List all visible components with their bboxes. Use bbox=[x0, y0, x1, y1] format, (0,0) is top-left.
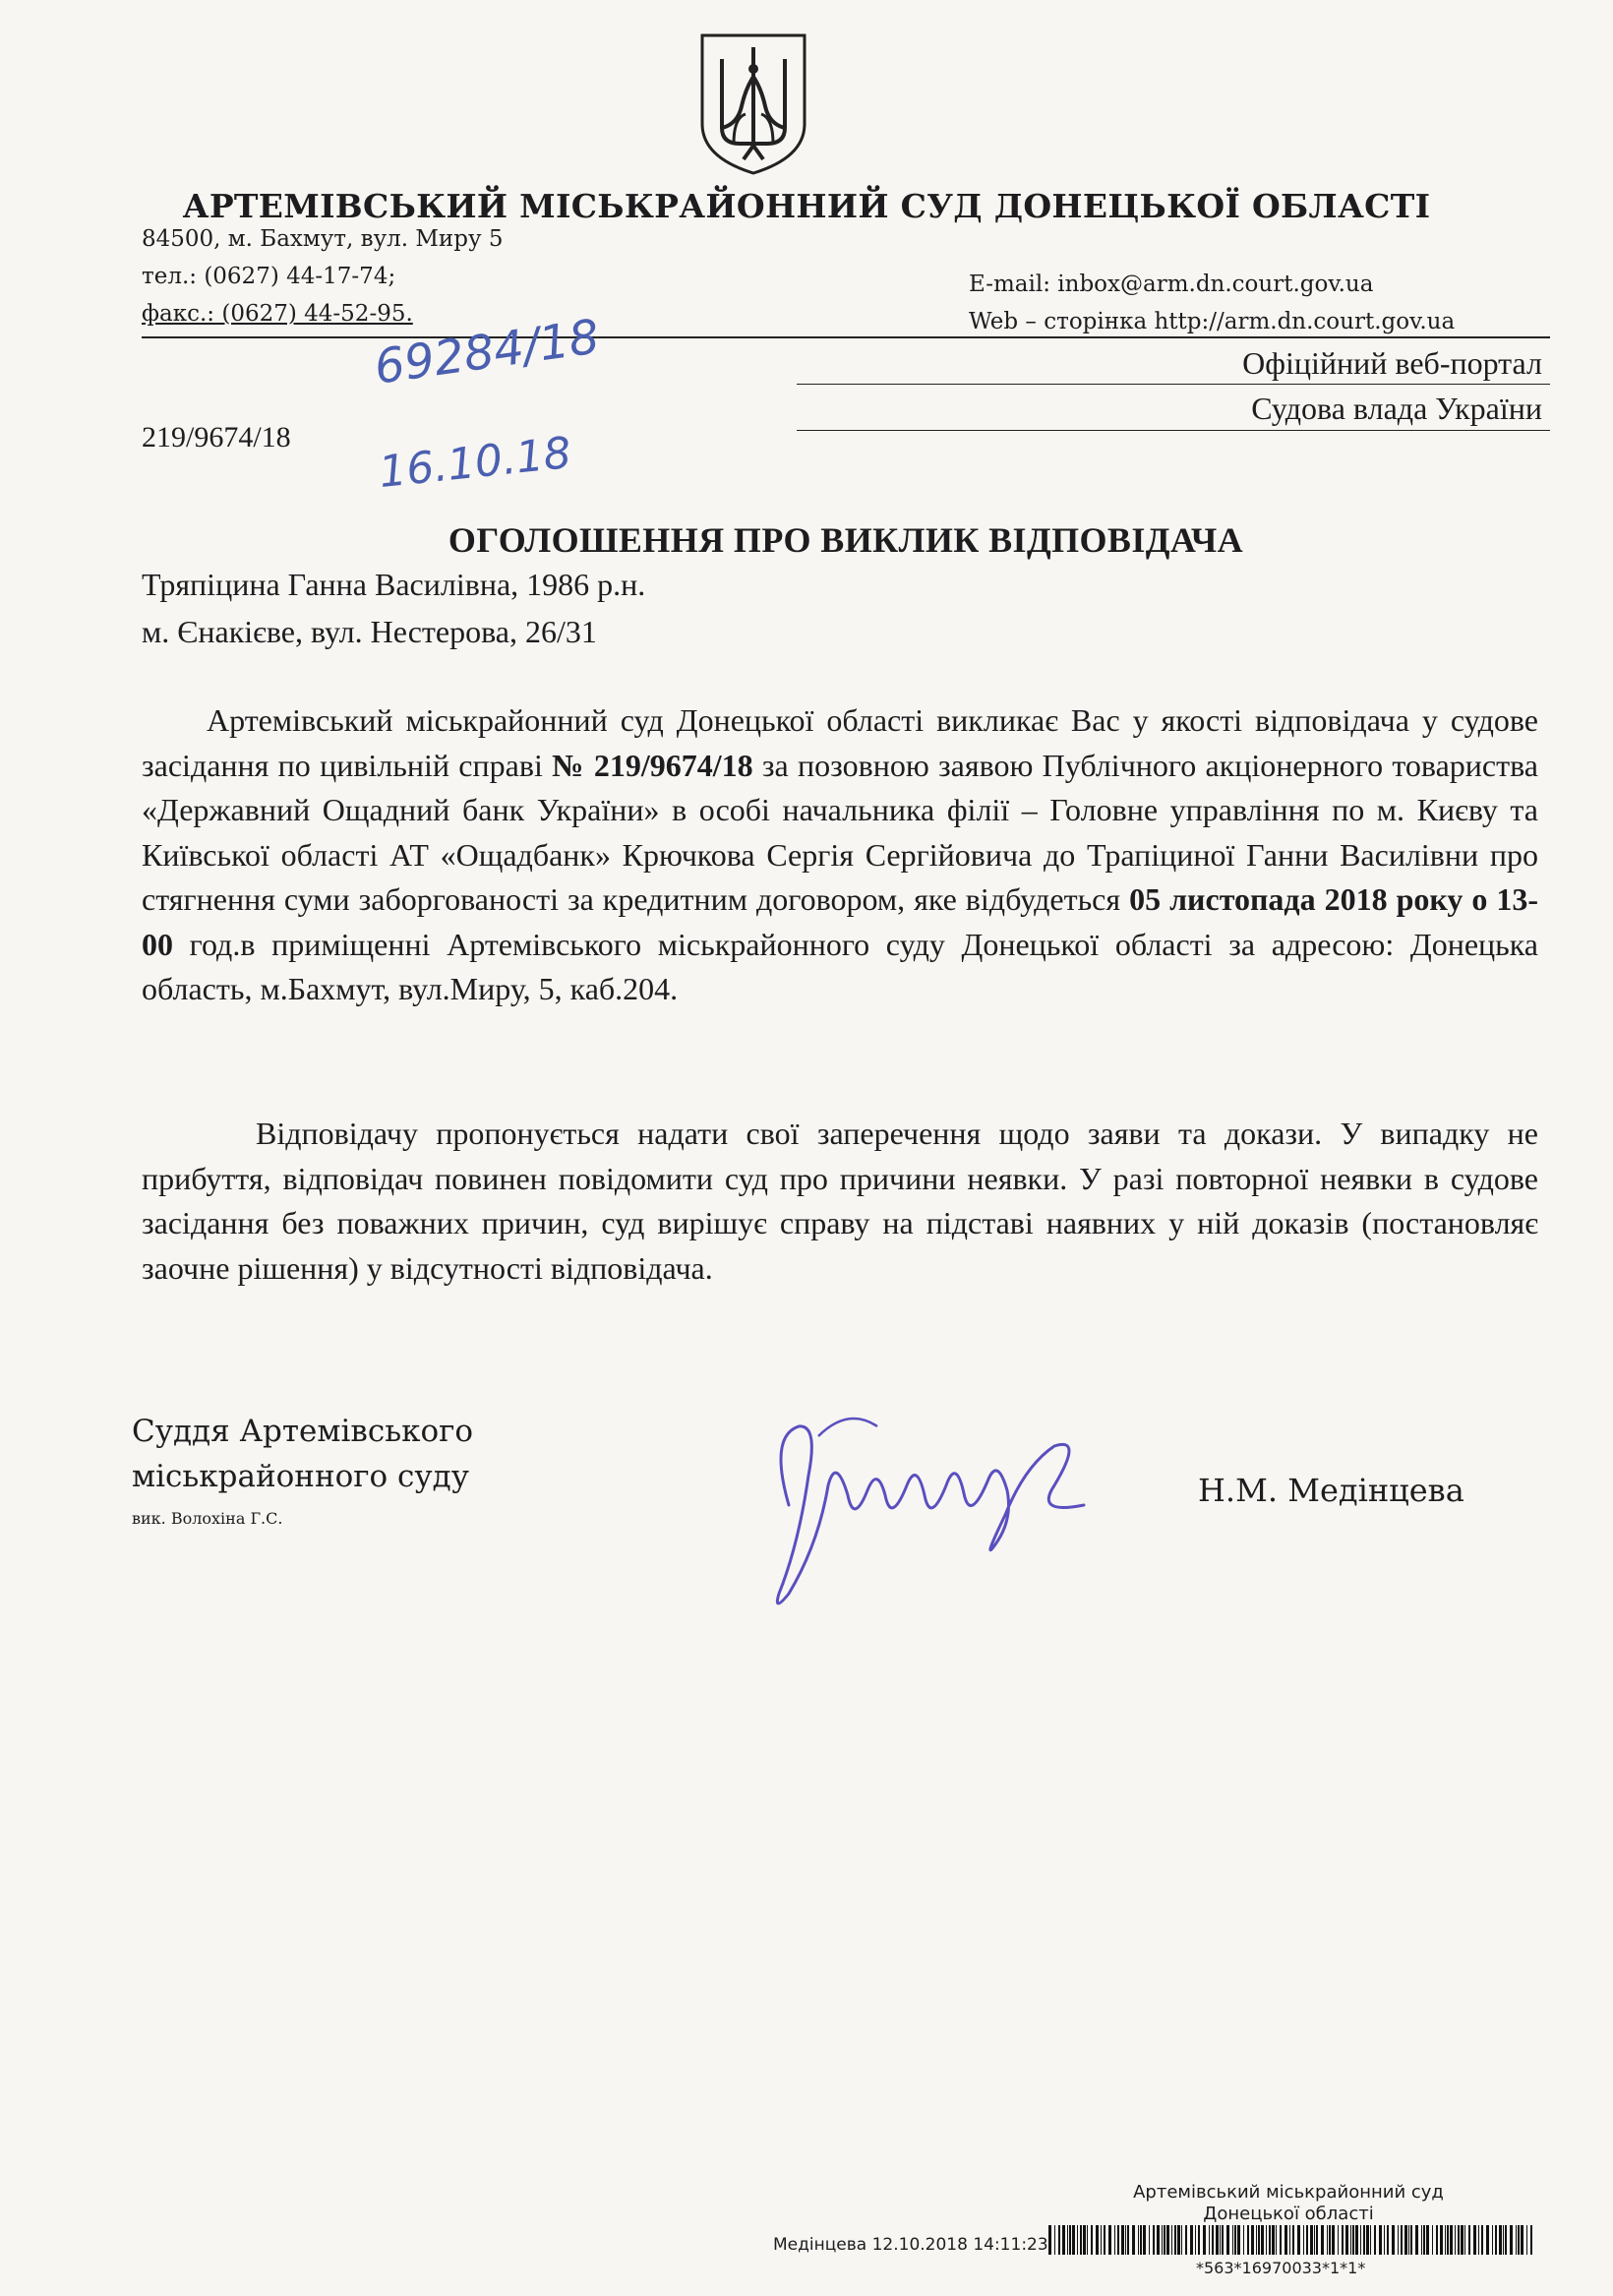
judge-title bbox=[132, 1409, 473, 1499]
handwritten-date: 16.10.18 bbox=[376, 427, 574, 499]
summons-paragraph bbox=[142, 698, 1538, 1012]
stamp-line-2: Донецької області bbox=[1203, 2204, 1374, 2224]
header-divider bbox=[142, 336, 1550, 338]
judge-title-line-1: Суддя Артемівського bbox=[132, 1414, 474, 1449]
executor-note: вик. Волохіна Г.С. bbox=[132, 1509, 283, 1528]
court-stamp bbox=[1102, 2182, 1475, 2225]
handwritten-signature bbox=[759, 1397, 1104, 1633]
respondent-address: м. Єнакієве, вул. Нестерова, 26/31 bbox=[142, 614, 597, 649]
summons-text-3: год.в приміщенні Артемівського міськрайонного суду Донецької області за адресою: Донецька область, м.Бахмут, вул.Миру, 5, каб.204. bbox=[142, 926, 1538, 1006]
respondent-name: Тряпіцина Ганна Василівна, 1986 р.н. bbox=[142, 567, 646, 602]
coat-of-arms-icon bbox=[694, 30, 812, 177]
portal-line-2: Судова влада України bbox=[1251, 391, 1542, 426]
hearing-date-bold: 05 листопада 2018 року о 13-00 bbox=[142, 881, 1539, 962]
court-email: E-mail: inbox@arm.dn.court.gov.ua bbox=[969, 272, 1374, 297]
summons-text-2: за позовною заявою Публічного акціонерного товариства «Державний Ощадний банк України» в особі начальника філії – Головне управління по м. Києву та Київської області АТ «Ощадбанк» Крючкова Сергія Сергійовича до Трапіциної Ганни Василівни про стягнення суми заборгованості за кредитним договором, яке відбудеться bbox=[142, 747, 1539, 917]
case-number-bold: № 219/9674/18 bbox=[552, 747, 753, 783]
barcode-code: *563*16970033*1*1* bbox=[1196, 2259, 1366, 2277]
portal-line-1: Офіційний веб-портал bbox=[1242, 345, 1542, 381]
respondent-block bbox=[142, 561, 645, 655]
court-address: 84500, м. Бахмут, вул. Миру 5 bbox=[142, 226, 504, 252]
court-name: АРТЕМІВСЬКИЙ МІСЬКРАЙОННИЙ СУД ДОНЕЦЬКОЇ ОБЛАСТІ bbox=[182, 187, 1431, 225]
instructions-paragraph: Відповідачу пропонується надати свої заперечення щодо заяви та докази. У випадку не прибуття, відповідач повинен повідомити суд про причини неявки. У разі повторної неявки в судове засідання без поважних причин, суд вирішує справу на підставі наявних у ній доказів (постановляє заочне рішення) у відсутності відповідача. bbox=[142, 1116, 1538, 1286]
judge-name: Н.М. Медінцева bbox=[1198, 1472, 1464, 1509]
summons-text-1: Артемівський міськрайонний суд Донецької області викликає Вас у якості відповідача у судове засідання по цивільній справі bbox=[142, 702, 1538, 783]
portal-label bbox=[1242, 340, 1542, 431]
portal-underline-2 bbox=[797, 430, 1550, 431]
court-phone: тел.: (0627) 44-17-74; bbox=[142, 264, 396, 289]
barcode-label: Медінцева 12.10.2018 14:11:23 bbox=[773, 2235, 1048, 2255]
case-number: 219/9674/18 bbox=[142, 421, 291, 453]
judge-title-line-2: міськрайонного суду bbox=[132, 1459, 469, 1494]
court-online-contacts bbox=[969, 266, 1455, 340]
portal-underline-1 bbox=[797, 384, 1550, 385]
court-fax: факс.: (0627) 44-52-95. bbox=[142, 301, 413, 327]
document-title: ОГОЛОШЕННЯ ПРО ВИКЛИК ВІДПОВІДАЧА bbox=[448, 520, 1244, 560]
court-website: Web – сторінка http://arm.dn.court.gov.ua bbox=[969, 309, 1456, 334]
court-contacts bbox=[142, 220, 503, 332]
stamp-line-1: Артемівський міськрайонний суд bbox=[1133, 2182, 1444, 2203]
handwritten-registration-number: 69284/18 bbox=[371, 309, 603, 395]
